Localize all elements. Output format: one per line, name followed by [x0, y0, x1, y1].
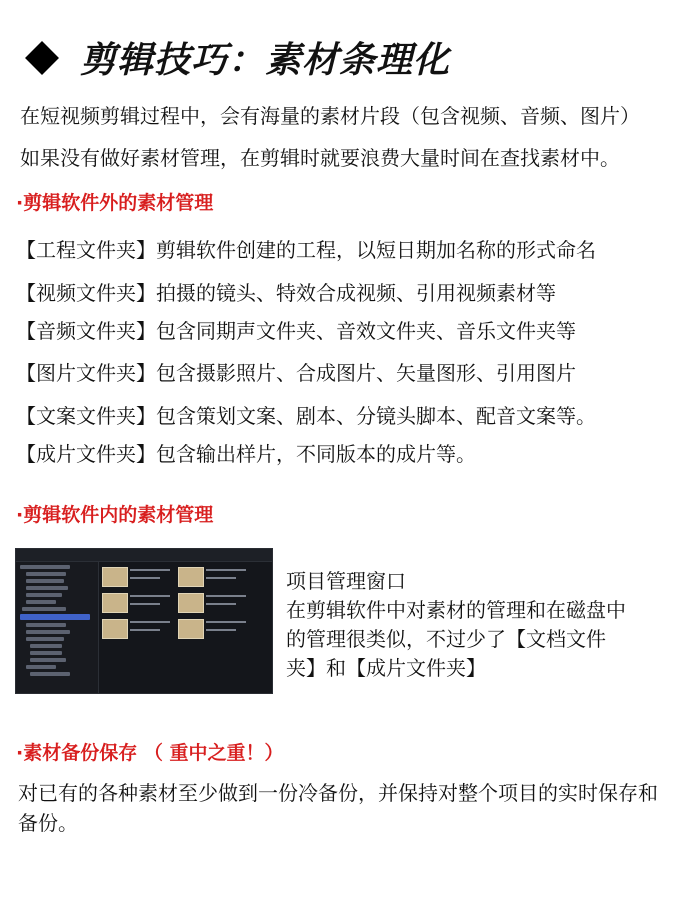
window-toolbar: [16, 549, 272, 562]
page-title: [22, 32, 450, 83]
folder-item: 【图片文件夹】包含摄影照片、合成图片、矢量图形、引用图片: [16, 361, 576, 385]
title-text: 剪辑技巧：素材条理化: [80, 40, 451, 81]
diamond-bullet-icon: [25, 41, 59, 75]
folder-item: 【音频文件夹】包含同期声文件夹、音效文件夹、音乐文件夹等: [16, 319, 576, 343]
folder-item: 【视频文件夹】拍摄的镜头、特效合成视频、引用视频素材等: [16, 281, 556, 305]
clip-thumbnail: [102, 567, 128, 587]
section-heading-outside: ·剪辑软件外的素材管理: [16, 192, 214, 214]
section-heading-inside: ·剪辑软件内的素材管理: [16, 504, 214, 526]
folder-item: 【成片文件夹】包含输出样片，不同版本的成片等。: [16, 442, 476, 466]
project-window-description: 在剪辑软件中对素材的管理和在磁盘中的管理很类似，不过少了【文档文件夹】和【成片文件夹】: [286, 598, 626, 680]
backup-description: 对已有的各种素材至少做到一份冷备份，并保持对整个项目的实时保存和备份。: [18, 781, 658, 835]
folder-item: 【文案文件夹】包含策划文案、剧本、分镜头脚本、配音文案等。: [16, 404, 596, 428]
folder-item: 【工程文件夹】剪辑软件创建的工程，以短日期加名称的形式命名: [16, 238, 596, 262]
intro-line-1: 在短视频剪辑过程中，会有海量的素材片段（包含视频、音频、图片）: [20, 104, 640, 128]
clip-thumbnail: [178, 593, 204, 613]
project-window-screenshot: [15, 548, 273, 694]
clip-thumbnail: [102, 619, 128, 639]
clip-thumbnail: [178, 567, 204, 587]
section-heading-backup: ·素材备份保存 （ 重中之重！）: [16, 742, 284, 764]
clip-thumbnail: [178, 619, 204, 639]
intro-line-2: 如果没有做好素材管理，在剪辑时就要浪费大量时间在查找素材中。: [20, 146, 620, 170]
clip-thumbnail: [102, 593, 128, 613]
project-sidebar: [16, 562, 99, 693]
project-window-label: 项目管理窗口: [286, 569, 406, 593]
